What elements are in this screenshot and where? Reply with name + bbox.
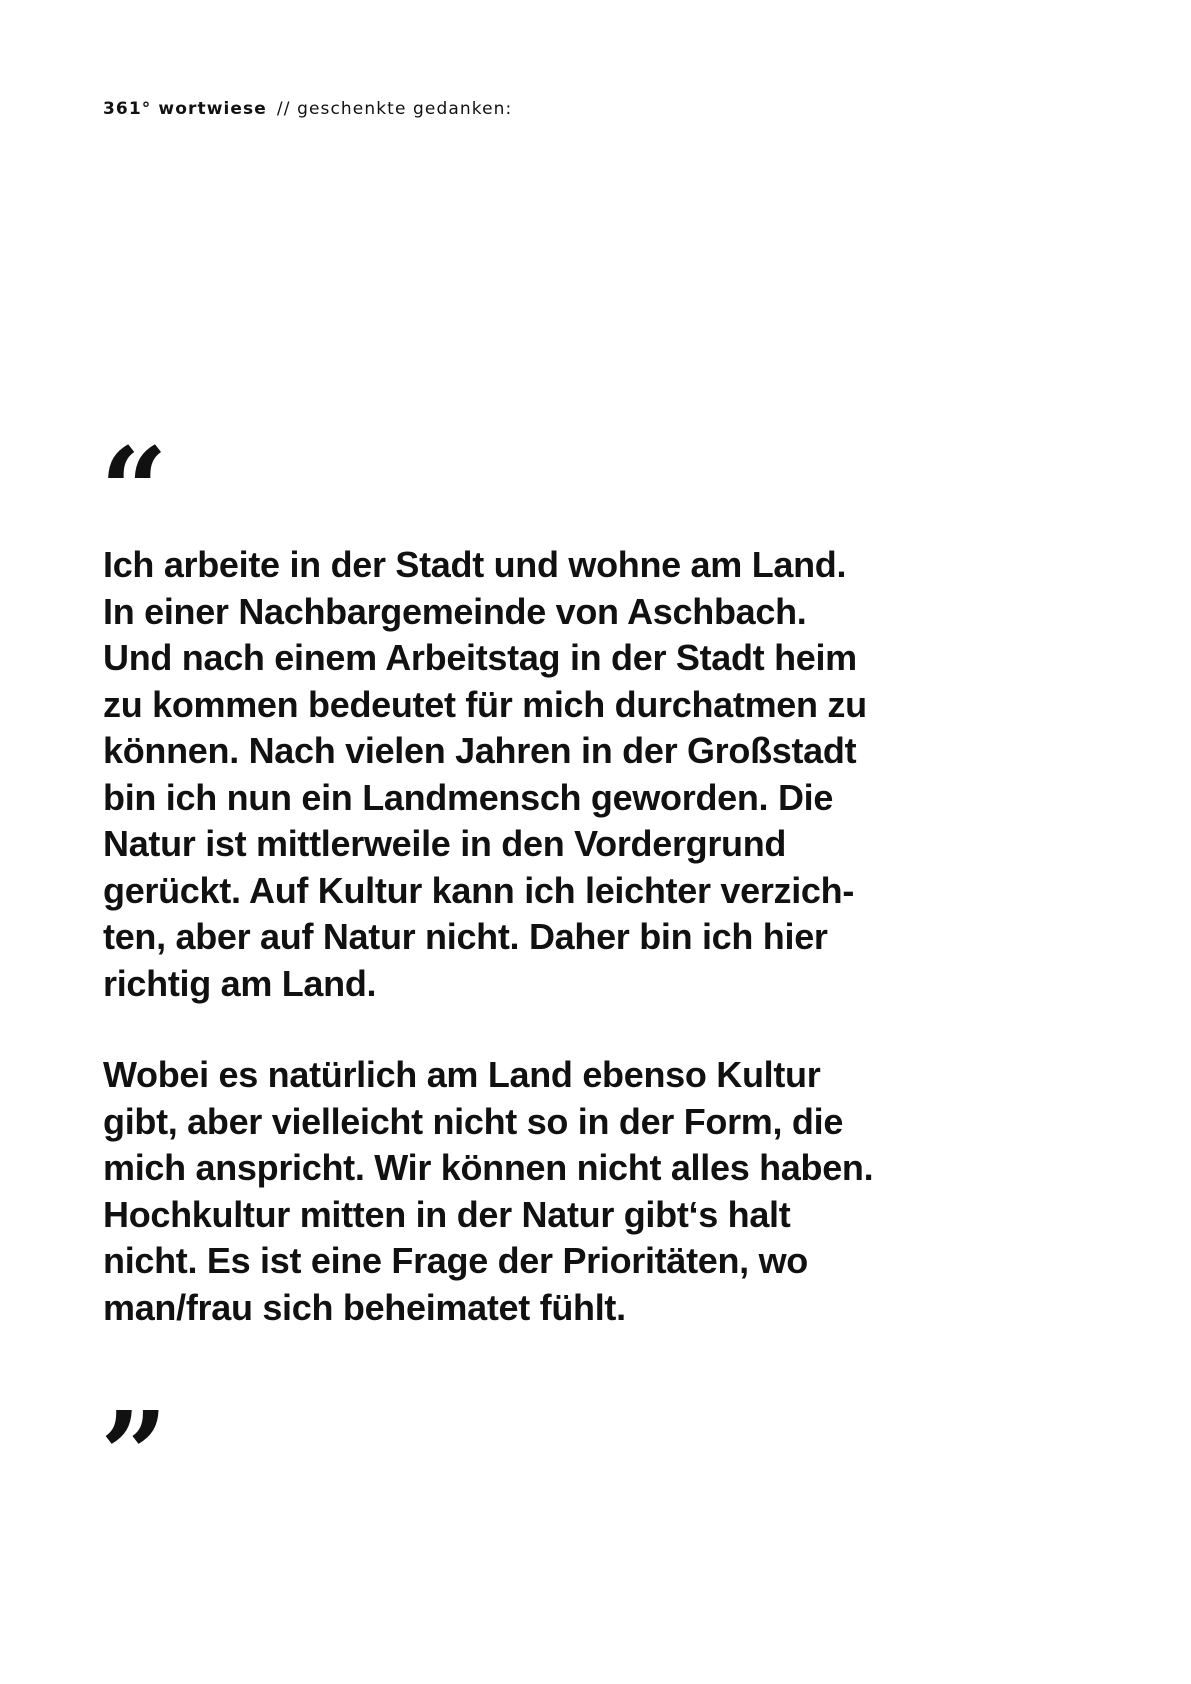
quote-line: ten, aber auf Natur nicht. Daher bin ich hier bbox=[103, 916, 828, 957]
quote-line: nicht. Es ist eine Frage der Prioritäten, wo bbox=[103, 1240, 808, 1281]
quote-line: richtig am Land. bbox=[103, 962, 377, 1004]
quote-line: Natur ist mittlerweile in den Vordergrund bbox=[103, 823, 787, 864]
quote-line: Ich arbeite in der Stadt und wohne am Land. bbox=[103, 544, 847, 585]
opening-quote-mark: “ bbox=[100, 421, 168, 560]
quote-paragraph-1 bbox=[103, 542, 867, 1007]
brand-title: 361° wortwiese bbox=[103, 99, 267, 119]
quote-line: Und nach einem Arbeitstag in der Stadt heim bbox=[103, 637, 857, 678]
section-title: // geschenkte gedanken: bbox=[276, 99, 513, 119]
quote-line: mich anspricht. Wir können nicht alles haben. bbox=[103, 1147, 874, 1188]
page-header bbox=[103, 99, 512, 119]
quote-paragraph-2 bbox=[103, 1052, 873, 1331]
quote-line: Hochkultur mitten in der Natur gibt‘s halt bbox=[103, 1193, 791, 1235]
quote-line: man/frau sich beheimatet fühlt. bbox=[103, 1286, 626, 1328]
quote-line: zu kommen bedeutet für mich durchatmen zu bbox=[103, 683, 867, 725]
quote-line: bin ich nun ein Landmensch geworden. Die bbox=[103, 776, 834, 818]
quote-line: gerückt. Auf Kultur kann ich leichter verzich- bbox=[103, 869, 855, 911]
quote-line: gibt, aber vielleicht nicht so in der Form, die bbox=[103, 1100, 844, 1142]
quote-line: Wobei es natürlich am Land ebenso Kultur bbox=[103, 1054, 821, 1095]
closing-quote-mark: ” bbox=[100, 1385, 168, 1524]
quote-line: können. Nach vielen Jahren in der Großstadt bbox=[103, 730, 857, 771]
quote-line: In einer Nachbargemeinde von Aschbach. bbox=[103, 590, 807, 632]
